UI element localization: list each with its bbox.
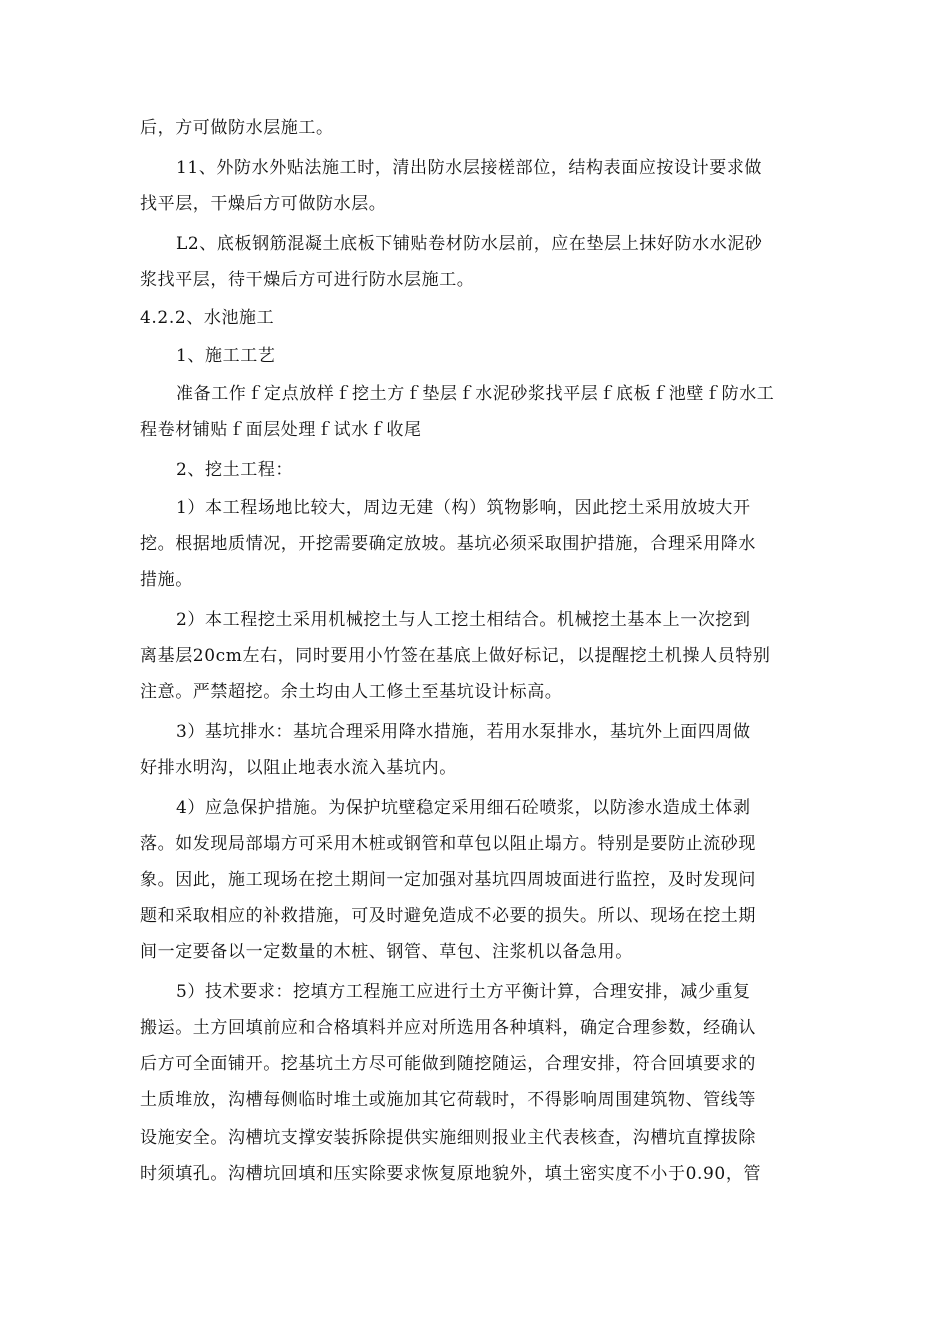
body-text-line: 准备工作ｆ定点放样ｆ挖土方ｆ垫层ｆ水泥砂浆找平层ｆ底板ｆ池壁ｆ防水工 — [176, 384, 775, 404]
subsection-heading: 2、挖土工程： — [176, 460, 294, 480]
body-text-line: 措施。 — [140, 570, 193, 590]
body-text-line: 好排水明沟，以阻止地表水流入基坑内。 — [140, 758, 457, 778]
body-text-line: 后，方可做防水层施工。 — [140, 118, 334, 138]
body-text-line: 挖。根据地质情况，开挖需要确定放坡。基坑必须采取围护措施，合理采用降水 — [140, 534, 756, 554]
body-text-line: 设施安全。沟槽坑支撑安装拆除提供实施细则报业主代表核查，沟槽坑直撑拔除 — [140, 1128, 756, 1148]
body-text-line: 间一定要备以一定数量的木桩、钢管、草包、注浆机以备急用。 — [140, 942, 633, 962]
body-text-line: 落。如发现局部塌方可采用木桩或钢管和草包以阻止塌方。特别是要防止流砂现 — [140, 834, 756, 854]
body-text-line: 象。因此，施工现场在挖土期间一定加强对基坑四周坡面进行监控，及时发现问 — [140, 870, 756, 890]
body-text-line: 离基层20cm左右，同时要用小竹签在基底上做好标记，以提醒挖土机操人员特别 — [140, 646, 771, 666]
body-text-line: L2、底板钢筋混凝土底板下铺贴卷材防水层前，应在垫层上抹好防水水泥砂 — [176, 234, 763, 254]
body-text-line: 题和采取相应的补救措施，可及时避免造成不必要的损失。所以、现场在挖土期 — [140, 906, 756, 926]
body-text-line: 5）技术要求：挖填方工程施工应进行土方平衡计算，合理安排，减少重复 — [176, 982, 751, 1002]
body-text-line: 找平层，干燥后方可做防水层。 — [140, 194, 387, 214]
subsection-heading: 1、施工工艺 — [176, 346, 276, 366]
section-heading: 4.2.2、水池施工 — [140, 308, 275, 328]
body-text-line: 程卷材铺贴ｆ面层处理ｆ试水ｆ收尾 — [140, 420, 422, 440]
body-text-line: 注意。严禁超挖。余土均由人工修土至基坑设计标高。 — [140, 682, 563, 702]
body-text-line: 11、外防水外贴法施工时，清出防水层接槎部位，结构表面应按设计要求做 — [176, 158, 763, 178]
body-text-line: 3）基坑排水：基坑合理采用降水措施，若用水泵排水，基坑外上面四周做 — [176, 722, 751, 742]
body-text-line: 土质堆放，沟槽每侧临时堆土或施加其它荷载时，不得影响周围建筑物、管线等 — [140, 1090, 756, 1110]
body-text-line: 1）本工程场地比较大，周边无建（构）筑物影响，因此挖土采用放坡大开 — [176, 498, 751, 518]
body-text-line: 后方可全面铺开。挖基坑土方尽可能做到随挖随运，合理安排，符合回填要求的 — [140, 1054, 756, 1074]
body-text-line: 搬运。土方回填前应和合格填料并应对所选用各种填料，确定合理参数，经确认 — [140, 1018, 756, 1038]
body-text-line: 4）应急保护措施。为保护坑壁稳定采用细石砼喷浆，以防渗水造成土体剥 — [176, 798, 751, 818]
body-text-line: 2）本工程挖土采用机械挖土与人工挖土相结合。机械挖土基本上一次挖到 — [176, 610, 751, 630]
body-text-line: 时须填孔。沟槽坑回填和压实除要求恢复原地貌外，填土密实度不小于0.90，管 — [140, 1164, 762, 1184]
body-text-line: 浆找平层，待干燥后方可进行防水层施工。 — [140, 270, 475, 290]
